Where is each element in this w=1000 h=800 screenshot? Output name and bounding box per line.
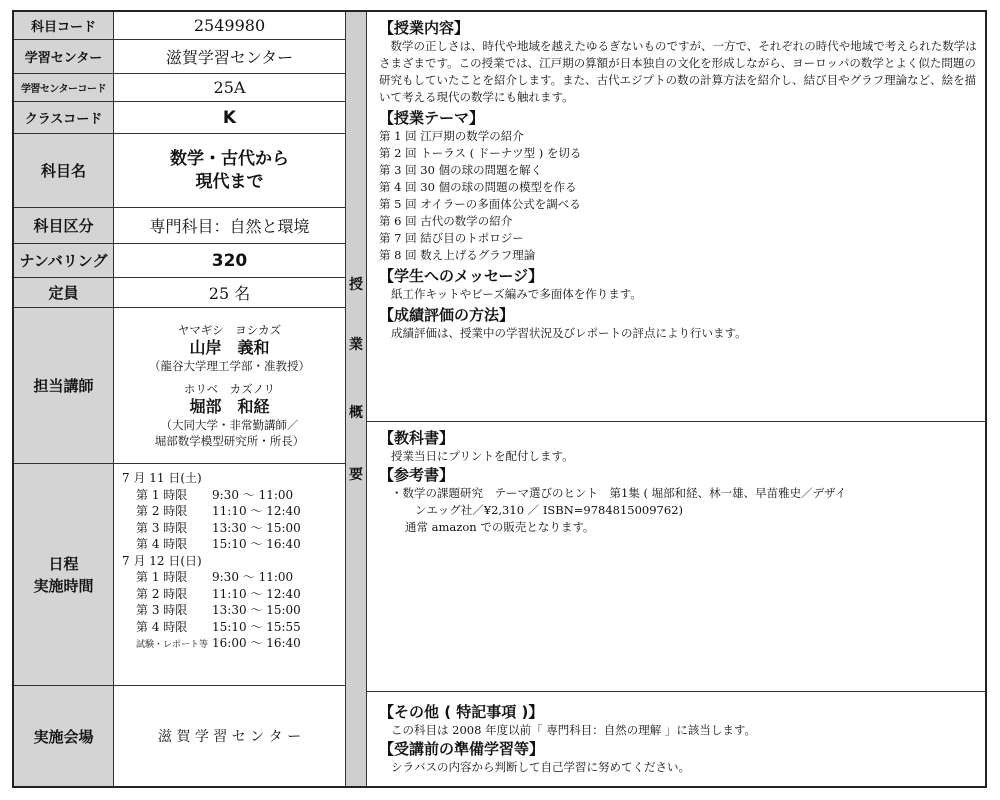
- theme-item: 第 7 回 結び目のトポロジー: [379, 231, 524, 245]
- grading-heading: 【成績評価の方法】: [379, 306, 515, 324]
- instructor-2-kana: ホリベ カズノリ: [183, 381, 276, 396]
- numbering-value: 320: [211, 250, 248, 271]
- schedule-row: [122, 536, 345, 553]
- time: 13:30 ～ 15:00: [212, 603, 301, 617]
- course-name-value: [114, 134, 345, 207]
- category-value: 専門科目：自然と環境: [149, 217, 310, 236]
- schedule-list: [114, 464, 345, 654]
- venue-value: 滋 賀 学 習 セ ン タ ー: [157, 729, 302, 745]
- course-name-label: 科目名: [14, 134, 114, 207]
- schedule-label: [14, 464, 114, 685]
- course-name-line2: 現代まで: [195, 171, 264, 192]
- content-text: 数学の正しさは、時代や地域を越えたゆるぎないものですが、一方で、それぞれの時代や地域で考えられた数学はさまざまです。この授業では、江戸期の算額が日本独自の文化を形成しながら、ヨーロッパの数学とよく似た問題の研究もしていたことを紹介します。また、古代エジプトの数の計算方法を紹介し、結び目やグラフ理論など、絵を描いて考える現代の数学にも触れます。: [379, 39, 977, 104]
- center-code-label: 学習センターコード: [14, 74, 114, 101]
- instructor-1-name: 山岸 義和: [189, 337, 270, 357]
- overview-panel: [367, 12, 985, 786]
- message-text: 紙工作キットやビーズ編みで多面体を作ります。: [391, 287, 642, 301]
- side-char-2: 業: [349, 337, 363, 353]
- row-capacity: [14, 278, 345, 308]
- time: 16:00 ～ 16:40: [212, 636, 301, 650]
- prep-heading: 【受講前の準備学習等】: [379, 740, 545, 758]
- period: 第 3 時限: [136, 603, 188, 617]
- schedule-label-line1: 日程: [48, 554, 79, 573]
- reference-line1: ・数学の課題研究 テーマ選びのヒント 第1集 ( 堀部和経、林一雄、早苗雅史／デザイ: [391, 486, 847, 500]
- theme-item: 第 2 回 トーラス ( ドーナツ型 ) を切る: [379, 146, 582, 160]
- reference-line2: ンエッグ社／¥2,310 ／ ISBN=9784815009762): [415, 503, 683, 517]
- side-char-1: 授: [349, 277, 363, 293]
- overview-section: [367, 12, 985, 422]
- side-char-4: 要: [349, 467, 363, 483]
- schedule-row: [122, 520, 345, 537]
- textbook-text: 授業当日にプリントを配付します。: [391, 449, 574, 463]
- schedule-label-line2: 実施時間: [33, 576, 94, 595]
- instructors-label: 担当講師: [14, 308, 114, 463]
- period: 第 4 時限: [136, 619, 188, 634]
- row-course-name: [14, 134, 345, 208]
- period: 第 2 時限: [136, 504, 188, 518]
- side-char-3: 概: [349, 405, 363, 421]
- schedule-row: [122, 602, 345, 619]
- category-label: 科目区分: [14, 208, 114, 243]
- time: 9:30 ～ 11:00: [212, 570, 294, 584]
- period: 第 1 時限: [136, 570, 188, 584]
- schedule-row: [122, 569, 345, 586]
- instructor-2-affiliation-line1: （大同大学・非常勤講師／: [160, 417, 299, 432]
- period: 第 4 時限: [136, 537, 188, 551]
- message-heading: 【学生へのメッセージ】: [379, 267, 544, 285]
- schedule-row: [122, 619, 345, 636]
- themes-heading: 【授業テーマ】: [379, 109, 485, 127]
- theme-item: 第 1 回 江戸期の数学の紹介: [379, 129, 524, 143]
- grading-text: 成績評価は、授業中の学習状況及びレポートの評点により行います。: [391, 326, 747, 340]
- reference-heading: 【参考書】: [379, 466, 455, 484]
- theme-item: 第 4 回 30 個の球の問題の模型を作る: [379, 180, 577, 194]
- theme-item: 第 8 回 数え上げるグラフ理論: [379, 248, 536, 262]
- time: 11:10 ～ 12:40: [212, 586, 301, 601]
- course-code-value: 2549980: [193, 16, 266, 35]
- course-code-label: 科目コード: [14, 12, 114, 39]
- content-heading: 【授業内容】: [379, 19, 470, 37]
- theme-item: 第 3 回 30 個の球の問題を解く: [379, 163, 543, 177]
- period: 第 1 時限: [136, 487, 188, 502]
- row-category: [14, 208, 345, 244]
- capacity-value: 25 名: [208, 284, 251, 303]
- row-center: [14, 40, 345, 74]
- class-code-value: K: [222, 107, 237, 128]
- class-code-label: クラスコード: [14, 102, 114, 133]
- themes-list: [379, 128, 977, 264]
- instructor-1: [114, 323, 345, 374]
- schedule-value: [114, 464, 345, 685]
- syllabus-sheet: [12, 10, 987, 788]
- course-name-line1: 数学・古代から: [170, 148, 289, 169]
- time: 11:10 ～ 12:40: [212, 504, 301, 518]
- center-label: 学習センター: [14, 40, 114, 73]
- instructor-2: [114, 382, 345, 449]
- center-code-value: 25A: [213, 78, 246, 97]
- reference-line3: 通常 amazon での販売となります。: [405, 520, 595, 534]
- period: 第 3 時限: [136, 520, 188, 535]
- theme-item: 第 6 回 古代の数学の紹介: [379, 214, 513, 228]
- instructor-2-name: 堀部 和経: [189, 396, 270, 416]
- notes-heading: 【その他 ( 特記事項 )】: [379, 703, 544, 721]
- row-schedule: [14, 464, 345, 686]
- period: 試験・レポート等: [136, 640, 209, 650]
- center-value: 滋賀学習センター: [165, 48, 294, 67]
- time: 15:10 ～ 16:40: [212, 537, 301, 551]
- row-center-code: [14, 74, 345, 102]
- period: 第 2 時限: [136, 586, 188, 601]
- instructor-1-affiliation: （龍谷大学理工学部・准教授）: [149, 358, 310, 373]
- row-course-code: [14, 12, 345, 40]
- materials-section: [367, 422, 985, 692]
- instructor-1-kana: ヤマギシ ヨシカズ: [177, 322, 282, 337]
- notes-text: この科目は 2008 年度以前「 専門科目：自然の理解 」に該当します。: [391, 723, 756, 737]
- schedule-day-1: 7 月 11 日(土): [122, 471, 202, 485]
- instructors-value: [114, 308, 345, 463]
- schedule-row: [122, 586, 345, 603]
- schedule-row: [122, 503, 345, 520]
- time: 13:30 ～ 15:00: [212, 520, 301, 535]
- time: 15:10 ～ 15:55: [212, 619, 301, 634]
- prep-text: シラバスの内容から判断して自己学習に努めてください。: [391, 760, 690, 774]
- schedule-row: [122, 635, 345, 654]
- schedule-day-2: 7 月 12 日(日): [122, 553, 202, 568]
- instructor-2-affiliation-line2: 堀部数学模型研究所・所長）: [154, 433, 305, 448]
- row-venue: [14, 686, 345, 786]
- numbering-label: ナンバリング: [14, 244, 114, 277]
- schedule-row: [122, 487, 345, 504]
- row-instructors: [14, 308, 345, 464]
- course-info-table: [14, 12, 345, 786]
- textbook-heading: 【教科書】: [379, 429, 455, 447]
- theme-item: 第 5 回 オイラーの多面体公式を調べる: [379, 197, 581, 211]
- time: 9:30 ～ 11:00: [212, 487, 294, 502]
- row-numbering: [14, 244, 345, 278]
- other-section: [367, 692, 985, 788]
- overview-side-label: [345, 12, 367, 786]
- row-class-code: [14, 102, 345, 134]
- venue-label: 実施会場: [14, 686, 114, 786]
- capacity-label: 定員: [14, 278, 114, 307]
